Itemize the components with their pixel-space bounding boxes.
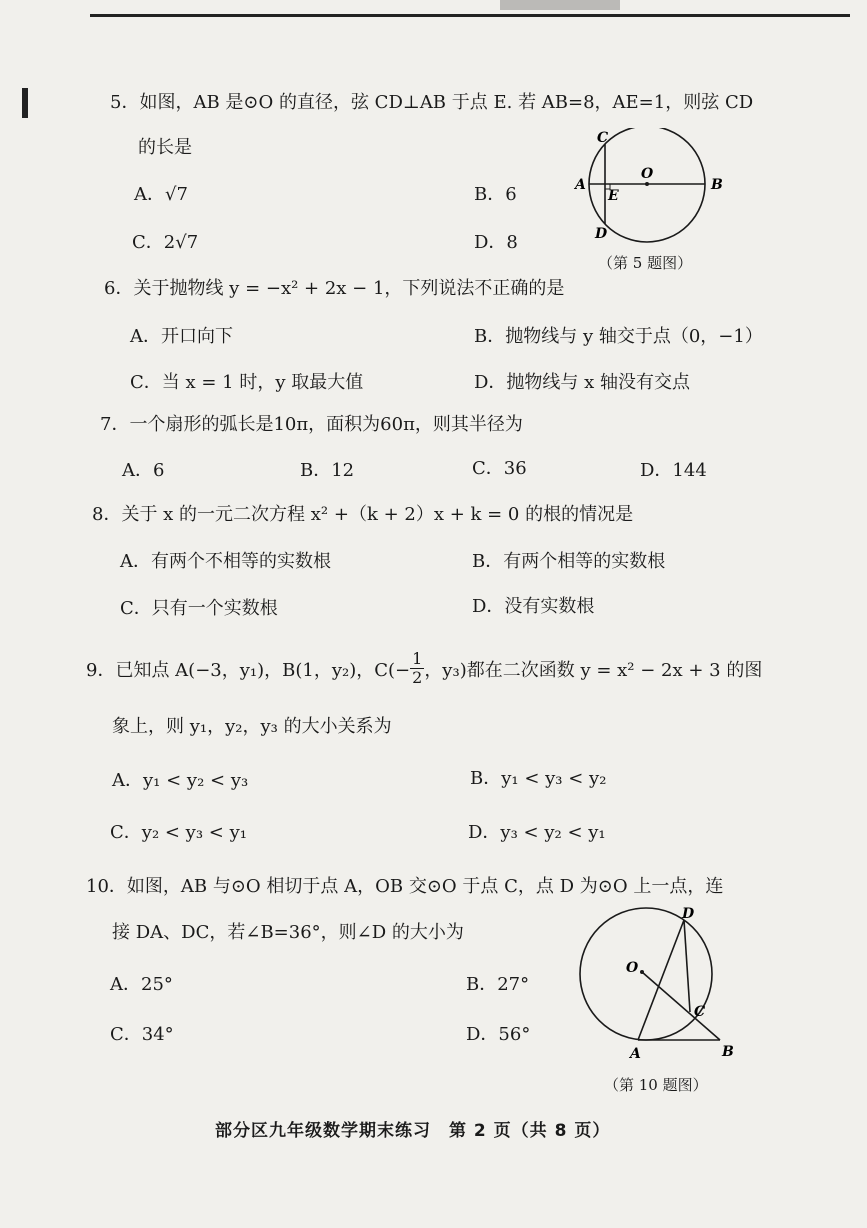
- q6-option-b: B．抛物线与 y 轴交于点（0，−1）: [474, 326, 763, 347]
- q10-label-o: O: [626, 960, 639, 976]
- q5-label-e: E: [608, 188, 619, 204]
- q8-option-b: B．有两个相等的实数根: [472, 551, 666, 572]
- q5-label-b: B: [711, 177, 723, 193]
- q10-stem-line2: 接 DA、DC，若∠B=36°，则∠D 的大小为: [112, 922, 464, 943]
- q6-option-c: C．当 x = 1 时，y 取最大值: [130, 372, 364, 393]
- q7-option-a: A．6: [122, 460, 165, 481]
- page-footer: 部分区九年级数学期末练习 第 2 页（共 8 页）: [215, 1121, 611, 1141]
- q9-frac-num: 1: [412, 649, 423, 668]
- left-margin-mark: [22, 88, 28, 118]
- q6-option-a: A．开口向下: [130, 326, 233, 347]
- q6-stem: 6．关于抛物线 y = −x² + 2x − 1，下列说法不正确的是: [104, 278, 565, 299]
- q5-center-dot: [645, 182, 649, 186]
- q6-option-d: D．抛物线与 x 轴没有交点: [474, 372, 691, 393]
- q7-option-c: C．36: [472, 458, 527, 479]
- q9-stem-line2: 象上，则 y₁，y₂，y₃ 的大小关系为: [112, 716, 392, 737]
- top-smudge: [500, 0, 620, 10]
- q5-option-c: C．2√7: [132, 232, 199, 253]
- q9-stem-part2: ，y₃)都在二次函数 y = x² − 2x + 3 的图: [424, 659, 763, 681]
- q5-figure: [565, 128, 735, 248]
- q10-option-d: D．56°: [466, 1024, 531, 1045]
- q9-option-b: B．y₁ < y₃ < y₂: [470, 768, 607, 789]
- q10-label-c: C: [694, 1004, 706, 1020]
- q10-chord-da: [638, 920, 684, 1040]
- q5-stem-line2: 的长是: [138, 137, 192, 158]
- q5-label-o: O: [641, 166, 654, 182]
- q8-stem: 8．关于 x 的一元二次方程 x² +（k + 2）x + k = 0 的根的情况是: [92, 504, 634, 525]
- q5-option-b: B．6: [474, 184, 517, 205]
- q9-fraction: [410, 650, 424, 687]
- q10-stem-line1: 10．如图，AB 与⊙O 相切于点 A，OB 交⊙O 于点 C，点 D 为⊙O 上一点，连: [86, 876, 724, 897]
- q7-option-d: D．144: [640, 460, 707, 481]
- q10-caption: （第 10 题图）: [604, 1076, 708, 1094]
- q9-frac-den: 2: [412, 668, 423, 687]
- q8-option-a: A．有两个不相等的实数根: [120, 551, 331, 572]
- q8-option-c: C．只有一个实数根: [120, 598, 278, 619]
- q5-label-c: C: [597, 130, 609, 146]
- q5-option-d: D．8: [474, 232, 518, 253]
- q10-option-a: A．25°: [110, 974, 173, 995]
- q5-label-d: D: [595, 226, 608, 242]
- q9-option-d: D．y₃ < y₂ < y₁: [468, 822, 606, 843]
- q5-stem-line1: 5．如图，AB 是⊙O 的直径，弦 CD⊥AB 于点 E. 若 AB=8，AE=1，则弦 CD: [110, 92, 754, 113]
- q10-center-dot: [640, 970, 644, 974]
- q8-option-d: D．没有实数根: [472, 596, 595, 617]
- q10-option-c: C．34°: [110, 1024, 174, 1045]
- q5-label-a: A: [575, 177, 586, 193]
- q10-label-d: D: [682, 906, 695, 922]
- q5-caption: （第 5 题图）: [598, 254, 693, 272]
- q7-option-b: B．12: [300, 460, 355, 481]
- q10-chord-dc: [684, 920, 690, 1012]
- q5-option-a: A．√7: [134, 184, 188, 205]
- q7-stem: 7．一个扇形的弧长是10π，面积为60π，则其半径为: [100, 414, 523, 435]
- q9-stem-part1: 9．已知点 A(−3，y₁)，B(1，y₂)，C(−: [86, 659, 411, 681]
- q9-option-a: A．y₁ < y₂ < y₃: [112, 770, 249, 791]
- q10-label-b: B: [722, 1044, 734, 1060]
- q10-option-b: B．27°: [466, 974, 530, 995]
- top-border-line: [90, 0, 850, 17]
- q9-stem-line1: [86, 650, 762, 687]
- q9-option-c: C．y₂ < y₃ < y₁: [110, 822, 247, 843]
- q10-label-a: A: [630, 1046, 641, 1062]
- q10-figure: [570, 906, 750, 1066]
